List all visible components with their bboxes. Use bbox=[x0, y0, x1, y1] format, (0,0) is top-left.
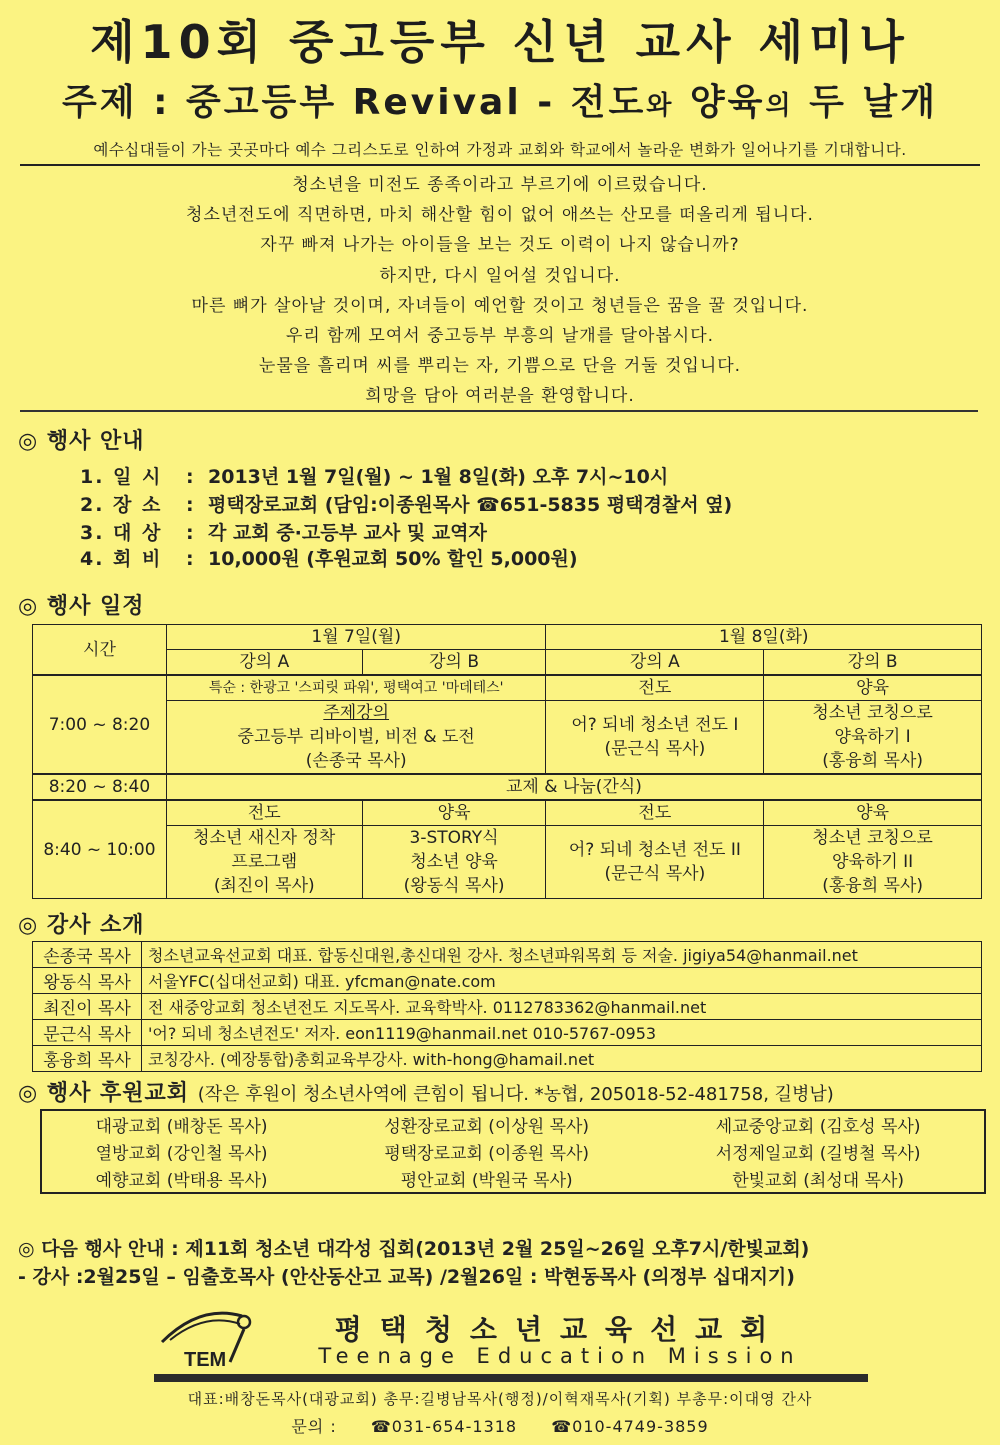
poem-line: 마른 뼈가 살아날 것이며, 자녀들이 예언할 것이고 청년들은 꿈을 꿀 것입니다. bbox=[191, 295, 809, 316]
org-name: 평택청소년교육선교회 bbox=[334, 1313, 786, 1346]
session-speaker: (홍융희 목사) bbox=[822, 876, 923, 896]
sponsor-church: 열방교회 (강인철 목사) bbox=[95, 1144, 268, 1164]
table-row bbox=[41, 1110, 985, 1138]
table-row bbox=[33, 1046, 982, 1072]
tem-logo bbox=[160, 1302, 260, 1372]
lecture-b-header: 강의 B bbox=[764, 650, 982, 676]
instructor-name: 최진이 목사 bbox=[33, 994, 142, 1020]
session-title: 양육하기 I bbox=[834, 727, 911, 747]
page-title: 제10회 중고등부 신년 교사 세미나 bbox=[90, 15, 910, 69]
session-title: 어? 되네 청소년 전도 I bbox=[571, 715, 739, 735]
session-title: 프로그램 bbox=[231, 852, 298, 872]
instructor-name: 왕동식 목사 bbox=[33, 968, 142, 994]
break-session: 교제 & 나눔(간식) bbox=[166, 774, 981, 800]
contact-line bbox=[0, 1414, 1000, 1437]
phone-1: ☎031-654-1318 bbox=[370, 1417, 518, 1436]
info-value: 10,000원 (후원교회 50% 할인 5,000원) bbox=[208, 548, 578, 570]
session-speaker: (홍융희 목사) bbox=[822, 751, 923, 771]
poem-line: 청소년을 미전도 종족이라고 부르기에 이르렀습니다. bbox=[292, 175, 708, 195]
sponsor-church: 한빛교회 (최성대 목사) bbox=[732, 1171, 905, 1191]
poem-line: 우리 함께 모여서 중고등부 부흥의 날개를 달아봅시다. bbox=[285, 325, 715, 346]
logo-text: TEM bbox=[184, 1349, 227, 1371]
poem-line: 희망을 담아 여러분을 환영합니다. bbox=[365, 386, 635, 407]
lecture-a-header: 강의 A bbox=[166, 650, 362, 676]
session-cell bbox=[166, 826, 362, 899]
subtitle-mid: 양육 bbox=[674, 82, 766, 123]
sponsor-church: 성환장로교회 (이상원 목사) bbox=[384, 1117, 590, 1137]
sponsor-church: 예향교회 (박태용 목사) bbox=[95, 1171, 268, 1191]
session-title: 3-STORY식 bbox=[409, 828, 499, 848]
info-value: 평택장로교회 (담임:이종원목사 ☎651-5835 평택경찰서 옆) bbox=[208, 494, 733, 516]
info-label: 1. 일 시 bbox=[80, 466, 163, 488]
sponsors-heading: ◎ 행사 후원교회 bbox=[18, 1081, 190, 1106]
instructor-desc: '어? 되네 청소년전도' 저자. eon1119@hanmail.net 010-5767-0953 bbox=[142, 1020, 982, 1046]
sponsor-church: 서정제일교회 (길병철 목사) bbox=[715, 1144, 921, 1164]
day1-header: 1월 7일(월) bbox=[166, 625, 546, 650]
time-slot: 8:40 ~ 10:00 bbox=[33, 800, 167, 899]
track-nurture: 양육 bbox=[764, 800, 982, 826]
section-heading-sponsors bbox=[18, 1076, 834, 1107]
staff-line: 대표:배창돈목사(대광교회) 총무:길병남목사(행정)/이혁재목사(기획) 부총무:이대영 간사 bbox=[187, 1390, 813, 1408]
time-slot: 8:20 ~ 8:40 bbox=[33, 774, 167, 800]
info-label: 4. 회 비 bbox=[80, 548, 163, 570]
session-title: 청소년 코칭으로 bbox=[812, 828, 933, 848]
poem-line: 눈물을 흘리며 씨를 뿌리는 자, 기쁨으로 단을 거둘 것입니다. bbox=[258, 356, 742, 377]
info-value: 각 교회 중·고등부 교사 및 교역자 bbox=[208, 522, 487, 544]
instructor-desc: 서울YFC(십대선교회) 대표. yfcman@nate.com bbox=[142, 968, 982, 994]
info-row-fee: 4. 회 비 : 10,000원 (후원교회 50% 할인 5,000원) bbox=[80, 544, 578, 571]
table-row bbox=[33, 942, 982, 968]
session-title: 청소년 코칭으로 bbox=[812, 703, 933, 723]
sponsor-table bbox=[40, 1109, 986, 1194]
session-speaker: (손종국 목사) bbox=[305, 751, 407, 771]
session-speaker: (문근식 목사) bbox=[604, 739, 706, 759]
sponsor-church: 평택장로교회 (이종원 목사) bbox=[384, 1144, 590, 1164]
session-speaker: (문근식 목사) bbox=[604, 864, 706, 884]
subtitle bbox=[0, 74, 1000, 125]
day2-header: 1월 8일(화) bbox=[546, 625, 982, 650]
contact-label: 문의 : bbox=[291, 1417, 337, 1436]
session-speaker: (최진이 목사) bbox=[213, 876, 315, 896]
session-title: 양육하기 II bbox=[832, 852, 914, 872]
session-title: 주제강의 bbox=[323, 703, 390, 723]
instructor-name: 손종국 목사 bbox=[33, 942, 142, 968]
time-header: 시간 bbox=[33, 625, 167, 676]
track-evangelism: 전도 bbox=[546, 675, 764, 701]
keynote-session bbox=[166, 701, 546, 775]
next-event-line2: - 강사 :2월25일 – 임출호목사 (안산동산고 교목) /2월26일 : 박현동목사 (의정부 십대지기) bbox=[18, 1266, 795, 1288]
instructor-desc: 전 새중앙교회 청소년전도 지도목사. 교육학박사. 0112783362@hanmail.net bbox=[142, 994, 982, 1020]
lecture-b-header: 강의 B bbox=[362, 650, 546, 676]
sponsor-church: 대광교회 (배창돈 목사) bbox=[95, 1117, 268, 1137]
table-row bbox=[33, 968, 982, 994]
instructor-name: 문근식 목사 bbox=[33, 1020, 142, 1046]
subtitle-end: 두 날개 bbox=[793, 82, 938, 123]
schedule-table bbox=[32, 624, 982, 899]
section-heading-event-info: ◎ 행사 안내 bbox=[18, 429, 145, 454]
info-label: 2. 장 소 bbox=[80, 494, 163, 516]
session-speaker: (왕동식 목사) bbox=[403, 876, 505, 896]
table-row bbox=[41, 1165, 985, 1193]
session-title: 청소년 양육 bbox=[410, 852, 498, 872]
sponsors-note: (작은 후원이 청소년사역에 큰힘이 됩니다. *농협, 205018-52-481758, 길병남) bbox=[197, 1084, 834, 1105]
section-heading-instructors: ◎ 강사 소개 bbox=[18, 913, 145, 938]
session-cell bbox=[546, 701, 764, 775]
time-slot: 7:00 ~ 8:20 bbox=[33, 675, 167, 774]
section-heading-schedule: ◎ 행사 일정 bbox=[18, 594, 145, 619]
instructor-table bbox=[32, 941, 982, 1072]
poem-line: 자꾸 빠져 나가는 아이들을 보는 것도 이력이 나지 않습니까? bbox=[260, 235, 740, 256]
special-performance: 특순 : 한광고 '스피릿 파워', 평택여고 '마데테스' bbox=[166, 675, 546, 701]
track-nurture: 양육 bbox=[764, 675, 982, 701]
sponsor-church: 평안교회 (박원국 목사) bbox=[400, 1171, 573, 1191]
poem-line: 청소년전도에 직면하면, 마치 해산할 힘이 없어 애쓰는 산모를 떠올리게 됩니다. bbox=[186, 205, 814, 226]
subtitle-prefix: 주제 : 중고등부 Revival - 전도 bbox=[61, 82, 647, 123]
session-cell bbox=[546, 826, 764, 899]
instructor-desc: 코칭강사. (예장통합)총회교육부강사. with-hong@hamail.net bbox=[142, 1046, 982, 1072]
poem-block bbox=[0, 170, 1000, 412]
phone-2: ☎010-4749-3859 bbox=[551, 1417, 709, 1436]
info-row-place: 2. 장 소 : 평택장로교회 (담임:이종원목사 ☎651-5835 평택경찰서 옆) bbox=[80, 490, 732, 517]
session-cell bbox=[764, 701, 982, 775]
table-row bbox=[33, 1020, 982, 1046]
session-title: 청소년 새신자 정착 bbox=[193, 828, 336, 848]
session-title: 어? 되네 청소년 전도 II bbox=[568, 840, 741, 860]
info-label: 3. 대 상 bbox=[80, 522, 163, 544]
session-cell bbox=[764, 826, 982, 899]
next-event-line1: ◎ 다음 행사 안내 : 제11회 청소년 대각성 집회(2013년 2월 25일~26일 오후7시/한빛교회) bbox=[18, 1238, 810, 1260]
table-row bbox=[33, 994, 982, 1020]
poem-line: 하지만, 다시 일어설 것입니다. bbox=[379, 265, 621, 286]
session-body: 중고등부 리바이벌, 비전 & 도전 bbox=[237, 727, 475, 747]
track-evangelism: 전도 bbox=[546, 800, 764, 826]
footer-bar bbox=[154, 1374, 868, 1382]
divider bbox=[20, 410, 978, 412]
instructor-desc: 청소년교육선교회 대표. 합동신대원,총신대원 강사. 청소년파워목회 등 저술. jigiya54@hanmail.net bbox=[142, 942, 982, 968]
subtitle-wa: 와 bbox=[646, 91, 675, 121]
sponsor-church: 세교중앙교회 (김호성 목사) bbox=[715, 1117, 921, 1137]
org-english-name: Teenage Education Mission bbox=[318, 1344, 802, 1368]
session-cell bbox=[362, 826, 546, 899]
instructor-name: 홍융희 목사 bbox=[33, 1046, 142, 1072]
lecture-a-header: 강의 A bbox=[546, 650, 764, 676]
info-row-date: 1. 일 시 : 2013년 1월 7일(월) ~ 1월 8일(화) 오후 7시~10시 bbox=[80, 462, 668, 489]
track-nurture: 양육 bbox=[362, 800, 546, 826]
intro-text: 예수십대들이 가는 곳곳마다 예수 그리스도로 인하여 가정과 교회와 학교에서 놀라운 변화가 일어나기를 기대합니다. bbox=[20, 138, 980, 166]
track-evangelism: 전도 bbox=[166, 800, 362, 826]
table-row bbox=[41, 1138, 985, 1165]
info-row-target: 3. 대 상 : 각 교회 중·고등부 교사 및 교역자 bbox=[80, 518, 487, 545]
info-value: 2013년 1월 7일(월) ~ 1월 8일(화) 오후 7시~10시 bbox=[208, 466, 669, 488]
subtitle-ui: 의 bbox=[765, 91, 794, 121]
